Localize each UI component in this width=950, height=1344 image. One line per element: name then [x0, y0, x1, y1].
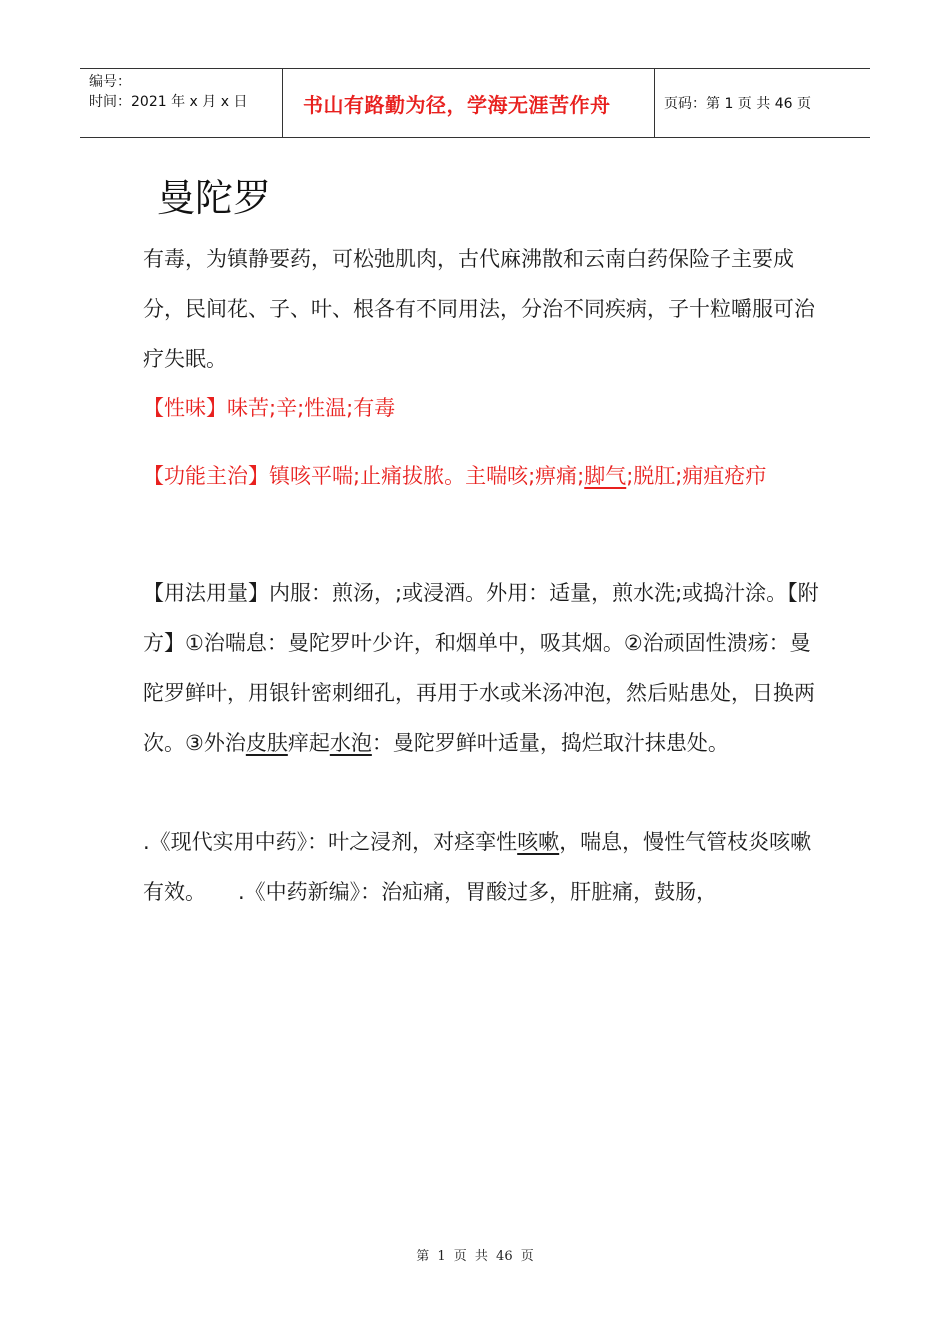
usage-paragraph: [143, 568, 823, 768]
reference-text-3: .《中药新编》：治疝痛，胃酸过多，肝脏痛，鼓肠，: [238, 880, 718, 904]
functions-text-a: 镇咳平喘;止痛拔脓。主喘咳;痹痛;: [269, 464, 585, 488]
reference-text-2: ，喘息，慢性气管枝炎咳嗽有效。: [143, 830, 812, 904]
intro-paragraph: 有毒，为镇静要药，可松弛肌肉，古代麻沸散和云南白药保险子主要成分，民间花、子、叶、根各有不同用法，分治不同疾病，子十粒嚼服可治疗失眠。: [143, 247, 815, 371]
document-title: 曼陀罗: [157, 176, 272, 220]
usage-text-3: ：曼陀罗鲜叶适量，捣烂取汁抹患处。: [371, 731, 729, 755]
header-meta: [80, 69, 282, 137]
page-footer: 第 1 页 共 46 页: [416, 1249, 534, 1264]
serial-number-label: 编号：: [89, 74, 131, 90]
functions-label: 【功能主治】: [143, 464, 269, 488]
page-header: [80, 68, 870, 138]
reference-link-cough[interactable]: 咳嗽: [517, 830, 560, 854]
date-line: 时间：2021 年 x 月 x 日: [89, 94, 248, 110]
usage-link-blister[interactable]: 水泡: [329, 731, 372, 755]
header-page-info: 页码：第 1 页 共 46 页: [664, 96, 811, 112]
functions-link-jiaoqi[interactable]: 脚气: [584, 464, 627, 488]
reference-text-1: .《现代实用中药》：叶之浸剂，对痉挛性: [143, 830, 518, 854]
header-motto: 书山有路勤为径，学海无涯苦作舟: [282, 69, 655, 137]
functions-paragraph: [143, 451, 823, 501]
properties-label: 【性味】: [143, 396, 227, 420]
usage-text-1: 【用法用量】内服：煎汤，;或浸酒。外用：适量，煎水洗;或捣汁涂。【附方】①治喘息：曼陀罗叶少许，和烟单中，吸其烟。②治顽固性溃疡：曼陀罗鲜叶，用银针密刺细孔，再用于水或米汤冲泡，然后贴患处，日换两次。③外治: [143, 581, 819, 755]
usage-link-skin[interactable]: 皮肤: [245, 731, 288, 755]
usage-text-2: 痒起: [287, 731, 330, 755]
properties-paragraph: [143, 383, 823, 433]
properties-text: 味苦;辛;性温;有毒: [227, 396, 396, 420]
functions-text-b: ;脱肛;痈疽疮疖: [626, 464, 767, 488]
references-paragraph: [143, 817, 823, 917]
